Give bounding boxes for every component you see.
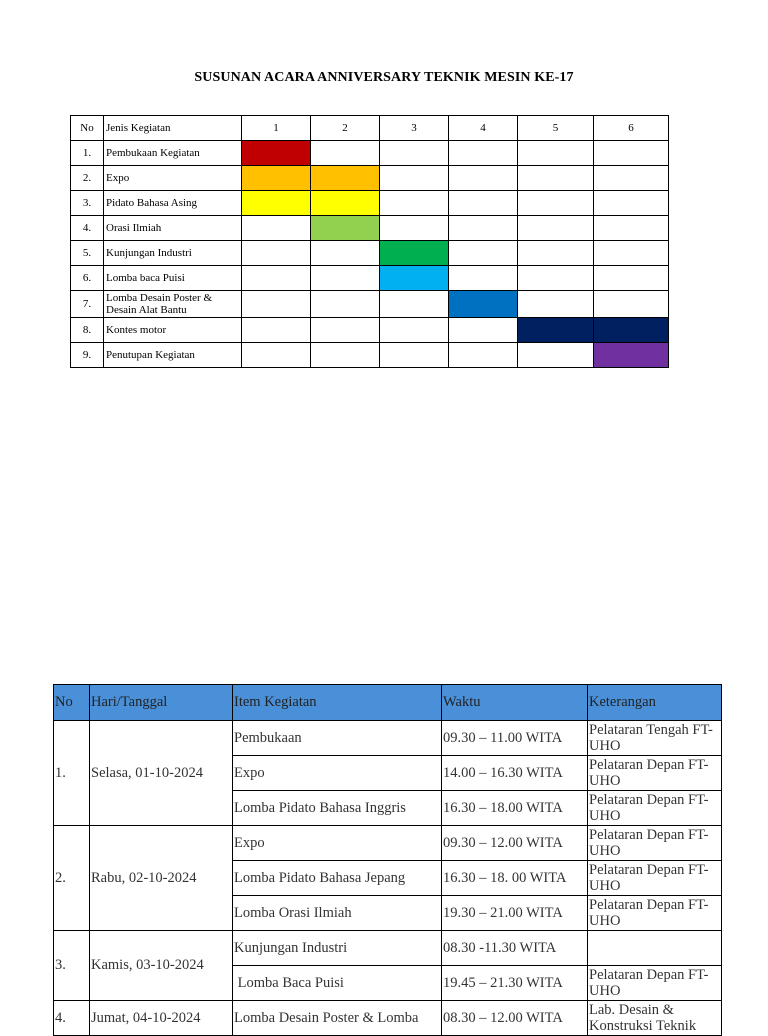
gantt-cell-period-2 [311,241,380,266]
gantt-cell-period-2 [311,318,380,343]
schedule-group-no: 3. [54,931,90,1001]
schedule-header-no: No [54,685,90,721]
gantt-bar-period-2 [311,166,380,191]
gantt-cell-period-5 [518,343,594,368]
gantt-cell-period-4 [449,141,518,166]
gantt-cell-period-1 [242,241,311,266]
gantt-bar-period-6 [594,343,669,368]
schedule-note: Pelataran Depan FT-UHO [588,826,722,861]
gantt-bar-period-3 [380,241,449,266]
gantt-row-no: 5. [71,241,104,266]
gantt-cell-period-5 [518,216,594,241]
gantt-cell-period-4 [449,241,518,266]
gantt-row-no: 8. [71,318,104,343]
gantt-row [71,191,669,216]
gantt-cell-period-6 [594,216,669,241]
schedule-time: 09.30 – 11.00 WITA [442,721,588,756]
schedule-header-time: Waktu [442,685,588,721]
gantt-cell-period-5 [518,166,594,191]
gantt-row-activity: Pidato Bahasa Asing [104,191,242,216]
schedule-group-day: Jumat, 04-10-2024 [90,1001,233,1036]
gantt-header-period: 2 [311,116,380,141]
gantt-row-activity: Kunjungan Industri [104,241,242,266]
gantt-cell-period-5 [518,191,594,216]
schedule-note: Pelataran Depan FT-UHO [588,861,722,896]
gantt-row [71,343,669,368]
schedule-item: Expo [233,826,442,861]
gantt-cell-period-5 [518,291,594,318]
gantt-cell-period-2 [311,291,380,318]
schedule-time: 08.30 – 12.00 WITA [442,1001,588,1036]
gantt-cell-period-4 [449,343,518,368]
gantt-header-period: 6 [594,116,669,141]
gantt-cell-period-4 [449,266,518,291]
gantt-cell-period-1 [242,216,311,241]
schedule-row [54,721,722,756]
schedule-header-row [54,685,722,721]
gantt-cell-period-3 [380,166,449,191]
gantt-row-activity: Expo [104,166,242,191]
gantt-row-activity: Lomba Desain Poster & Desain Alat Bantu [104,291,242,318]
gantt-row-activity: Penutupan Kegiatan [104,343,242,368]
gantt-header-period: 4 [449,116,518,141]
gantt-cell-period-6 [594,166,669,191]
gantt-row-no: 9. [71,343,104,368]
gantt-cell-period-4 [449,318,518,343]
gantt-cell-period-1 [242,291,311,318]
schedule-item: Pembukaan [233,721,442,756]
gantt-header-period: 1 [242,116,311,141]
gantt-cell-period-1 [242,343,311,368]
gantt-cell-period-6 [594,266,669,291]
gantt-bar-period-2 [311,216,380,241]
gantt-cell-period-5 [518,141,594,166]
gantt-cell-period-4 [449,216,518,241]
gantt-row-no: 3. [71,191,104,216]
schedule-time: 09.30 – 12.00 WITA [442,826,588,861]
schedule-time: 16.30 – 18.00 WITA [442,791,588,826]
gantt-cell-period-3 [380,191,449,216]
gantt-header-no: No [71,116,104,141]
schedule-item: Lomba Pidato Bahasa Inggris [233,791,442,826]
schedule-item: Lomba Desain Poster & Lomba [233,1001,442,1036]
gantt-row-no: 2. [71,166,104,191]
gantt-bar-period-2 [311,191,380,216]
schedule-time: 19.45 – 21.30 WITA [442,966,588,1001]
schedule-note [588,931,722,966]
gantt-cell-period-2 [311,141,380,166]
gantt-row [71,266,669,291]
schedule-note: Pelataran Depan FT-UHO [588,966,722,1001]
gantt-bar-period-3 [380,266,449,291]
gantt-row-no: 7. [71,291,104,318]
gantt-cell-period-6 [594,241,669,266]
gantt-cell-period-3 [380,343,449,368]
schedule-time: 08.30 -11.30 WITA [442,931,588,966]
schedule-group-day: Kamis, 03-10-2024 [90,931,233,1001]
gantt-bar-period-4 [449,291,518,318]
gantt-row-activity: Kontes motor [104,318,242,343]
gantt-table [70,115,669,368]
schedule-row [54,826,722,861]
gantt-bar-period-1 [242,191,311,216]
gantt-cell-period-3 [380,216,449,241]
gantt-cell-period-1 [242,318,311,343]
schedule-table [53,684,722,1036]
schedule-item: Kunjungan Industri [233,931,442,966]
gantt-cell-period-2 [311,266,380,291]
schedule-group-no: 4. [54,1001,90,1036]
gantt-row-activity: Lomba baca Puisi [104,266,242,291]
gantt-header-row [71,116,669,141]
schedule-note: Pelataran Tengah FT-UHO [588,721,722,756]
gantt-header-period: 3 [380,116,449,141]
schedule-group-day: Rabu, 02-10-2024 [90,826,233,931]
schedule-row [54,931,722,966]
gantt-row [71,291,669,318]
schedule-time: 19.30 – 21.00 WITA [442,896,588,931]
schedule-time: 16.30 – 18. 00 WITA [442,861,588,896]
gantt-row-activity: Pembukaan Kegiatan [104,141,242,166]
gantt-header-period: 5 [518,116,594,141]
gantt-row-no: 1. [71,141,104,166]
schedule-header-item: Item Kegiatan [233,685,442,721]
gantt-bar-period-6 [594,318,669,343]
gantt-row [71,141,669,166]
gantt-bar-period-1 [242,166,311,191]
gantt-row [71,166,669,191]
gantt-cell-period-3 [380,318,449,343]
schedule-item: Lomba Baca Puisi [233,966,442,1001]
schedule-header-day: Hari/Tanggal [90,685,233,721]
schedule-note: Pelataran Depan FT-UHO [588,756,722,791]
schedule-note: Pelataran Depan FT-UHO [588,791,722,826]
gantt-cell-period-6 [594,141,669,166]
gantt-cell-period-5 [518,266,594,291]
gantt-bar-period-5 [518,318,594,343]
schedule-group-day: Selasa, 01-10-2024 [90,721,233,826]
gantt-bar-period-1 [242,141,311,166]
schedule-row [54,1001,722,1036]
schedule-header-note: Keterangan [588,685,722,721]
schedule-time: 14.00 – 16.30 WITA [442,756,588,791]
schedule-note: Lab. Desain & Konstruksi Teknik [588,1001,722,1036]
gantt-cell-period-3 [380,291,449,318]
schedule-item: Lomba Pidato Bahasa Jepang [233,861,442,896]
gantt-row-no: 6. [71,266,104,291]
schedule-group-no: 1. [54,721,90,826]
schedule-item: Lomba Orasi Ilmiah [233,896,442,931]
schedule-group-no: 2. [54,826,90,931]
gantt-row [71,241,669,266]
gantt-cell-period-5 [518,241,594,266]
gantt-cell-period-4 [449,191,518,216]
gantt-cell-period-2 [311,343,380,368]
gantt-row [71,318,669,343]
schedule-note: Pelataran Depan FT-UHO [588,896,722,931]
gantt-cell-period-4 [449,166,518,191]
gantt-header-activity: Jenis Kegiatan [104,116,242,141]
gantt-row-no: 4. [71,216,104,241]
gantt-row-activity: Orasi Ilmiah [104,216,242,241]
schedule-item: Expo [233,756,442,791]
page-title: SUSUNAN ACARA ANNIVERSARY TEKNIK MESIN KE-17 [194,70,574,85]
gantt-cell-period-1 [242,266,311,291]
gantt-cell-period-6 [594,291,669,318]
gantt-cell-period-6 [594,191,669,216]
gantt-cell-period-3 [380,141,449,166]
gantt-row [71,216,669,241]
